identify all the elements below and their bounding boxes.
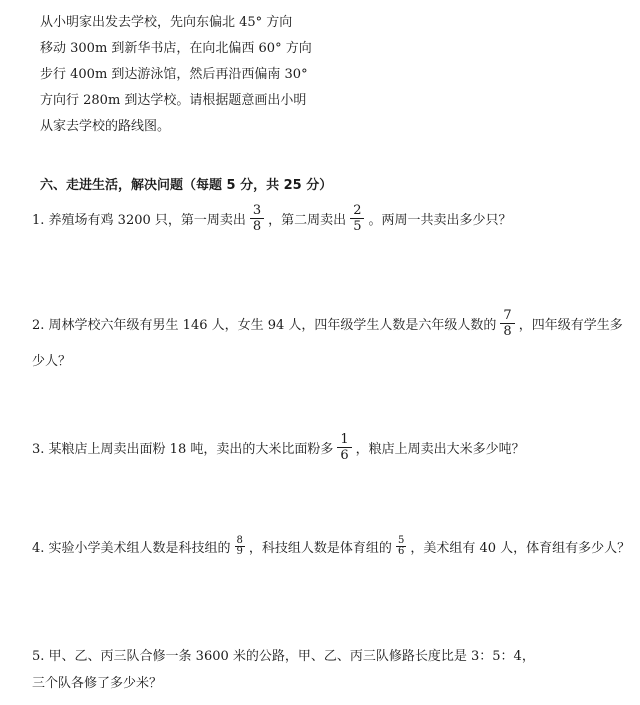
- fraction-denominator: 5: [353, 219, 362, 234]
- question-4-text-b: ，科技组人数是体育组的: [248, 541, 392, 556]
- question-4-text-c: ，美术组有 40 人，体育组有多少人？: [410, 541, 631, 556]
- question-5-line-1: 5. 甲、乙、丙三队合修一条 3600 米的公路，甲、乙、丙三队修路长度比是 3：5：4，: [32, 649, 535, 664]
- question-4: [32, 536, 630, 557]
- fraction-8-9: [235, 536, 245, 557]
- question-3: [32, 432, 525, 463]
- question-1: [32, 203, 511, 234]
- intro-line-4: 方向行 280m 到达学校。请根据题意画出小明: [40, 93, 307, 108]
- fraction-denominator: 8: [503, 324, 512, 339]
- question-3-text-b: ，粮店上周卖出大米多少吨？: [355, 442, 525, 457]
- question-2-line-2: 少人？: [32, 354, 72, 369]
- question-4-text-a: 4. 实验小学美术组人数是科技组的: [32, 541, 231, 556]
- question-3-text-a: 3. 某粮店上周卖出面粉 18 吨，卖出的大米比面粉多: [32, 442, 334, 457]
- question-2-text-a: 2. 周林学校六年级有男生 146 人，女生 94 人，四年级学生人数是六年级人数的: [32, 318, 497, 333]
- section-title: 六、走进生活，解决问题（每题 5 分，共 25 分）: [40, 178, 333, 193]
- fraction-denominator: 8: [252, 219, 262, 234]
- fraction-numerator: 7: [500, 308, 514, 324]
- fraction-denominator: 6: [397, 546, 405, 557]
- fraction-2-5: [350, 203, 364, 234]
- intro-line-5: 从家去学校的路线图。: [40, 119, 171, 134]
- intro-line-1: 从小明家出发去学校，先向东偏北 45° 方向: [40, 15, 293, 30]
- question-2: [32, 308, 623, 339]
- fraction-numerator: 1: [337, 432, 351, 448]
- intro-line-3: 步行 400m 到达游泳馆，然后再沿西偏南 30°: [40, 67, 308, 82]
- question-2-text-b: ，四年级有学生多: [518, 318, 623, 333]
- fraction-numerator: 8: [236, 535, 243, 546]
- fraction-numerator: 5: [397, 535, 405, 546]
- intro-line-2: 移动 300m 到新华书店，在向北偏西 60° 方向: [40, 41, 312, 56]
- fraction-numerator: 3: [250, 203, 264, 219]
- fraction-3-8: [250, 203, 264, 234]
- fraction-5-6: [396, 536, 406, 557]
- question-1-text-c: 。两周一共卖出多少只？: [368, 213, 512, 228]
- fraction-numerator: 2: [350, 203, 364, 219]
- fraction-1-6: [337, 432, 351, 463]
- question-1-text-b: ，第二周卖出: [268, 213, 347, 228]
- fraction-denominator: 6: [340, 448, 349, 463]
- question-5-line-2: 三个队各修了多少米？: [32, 676, 163, 691]
- fraction-denominator: 9: [236, 546, 243, 557]
- question-1-text-a: 1. 养殖场有鸡 3200 只，第一周卖出: [32, 213, 246, 228]
- fraction-7-8: [500, 308, 514, 339]
